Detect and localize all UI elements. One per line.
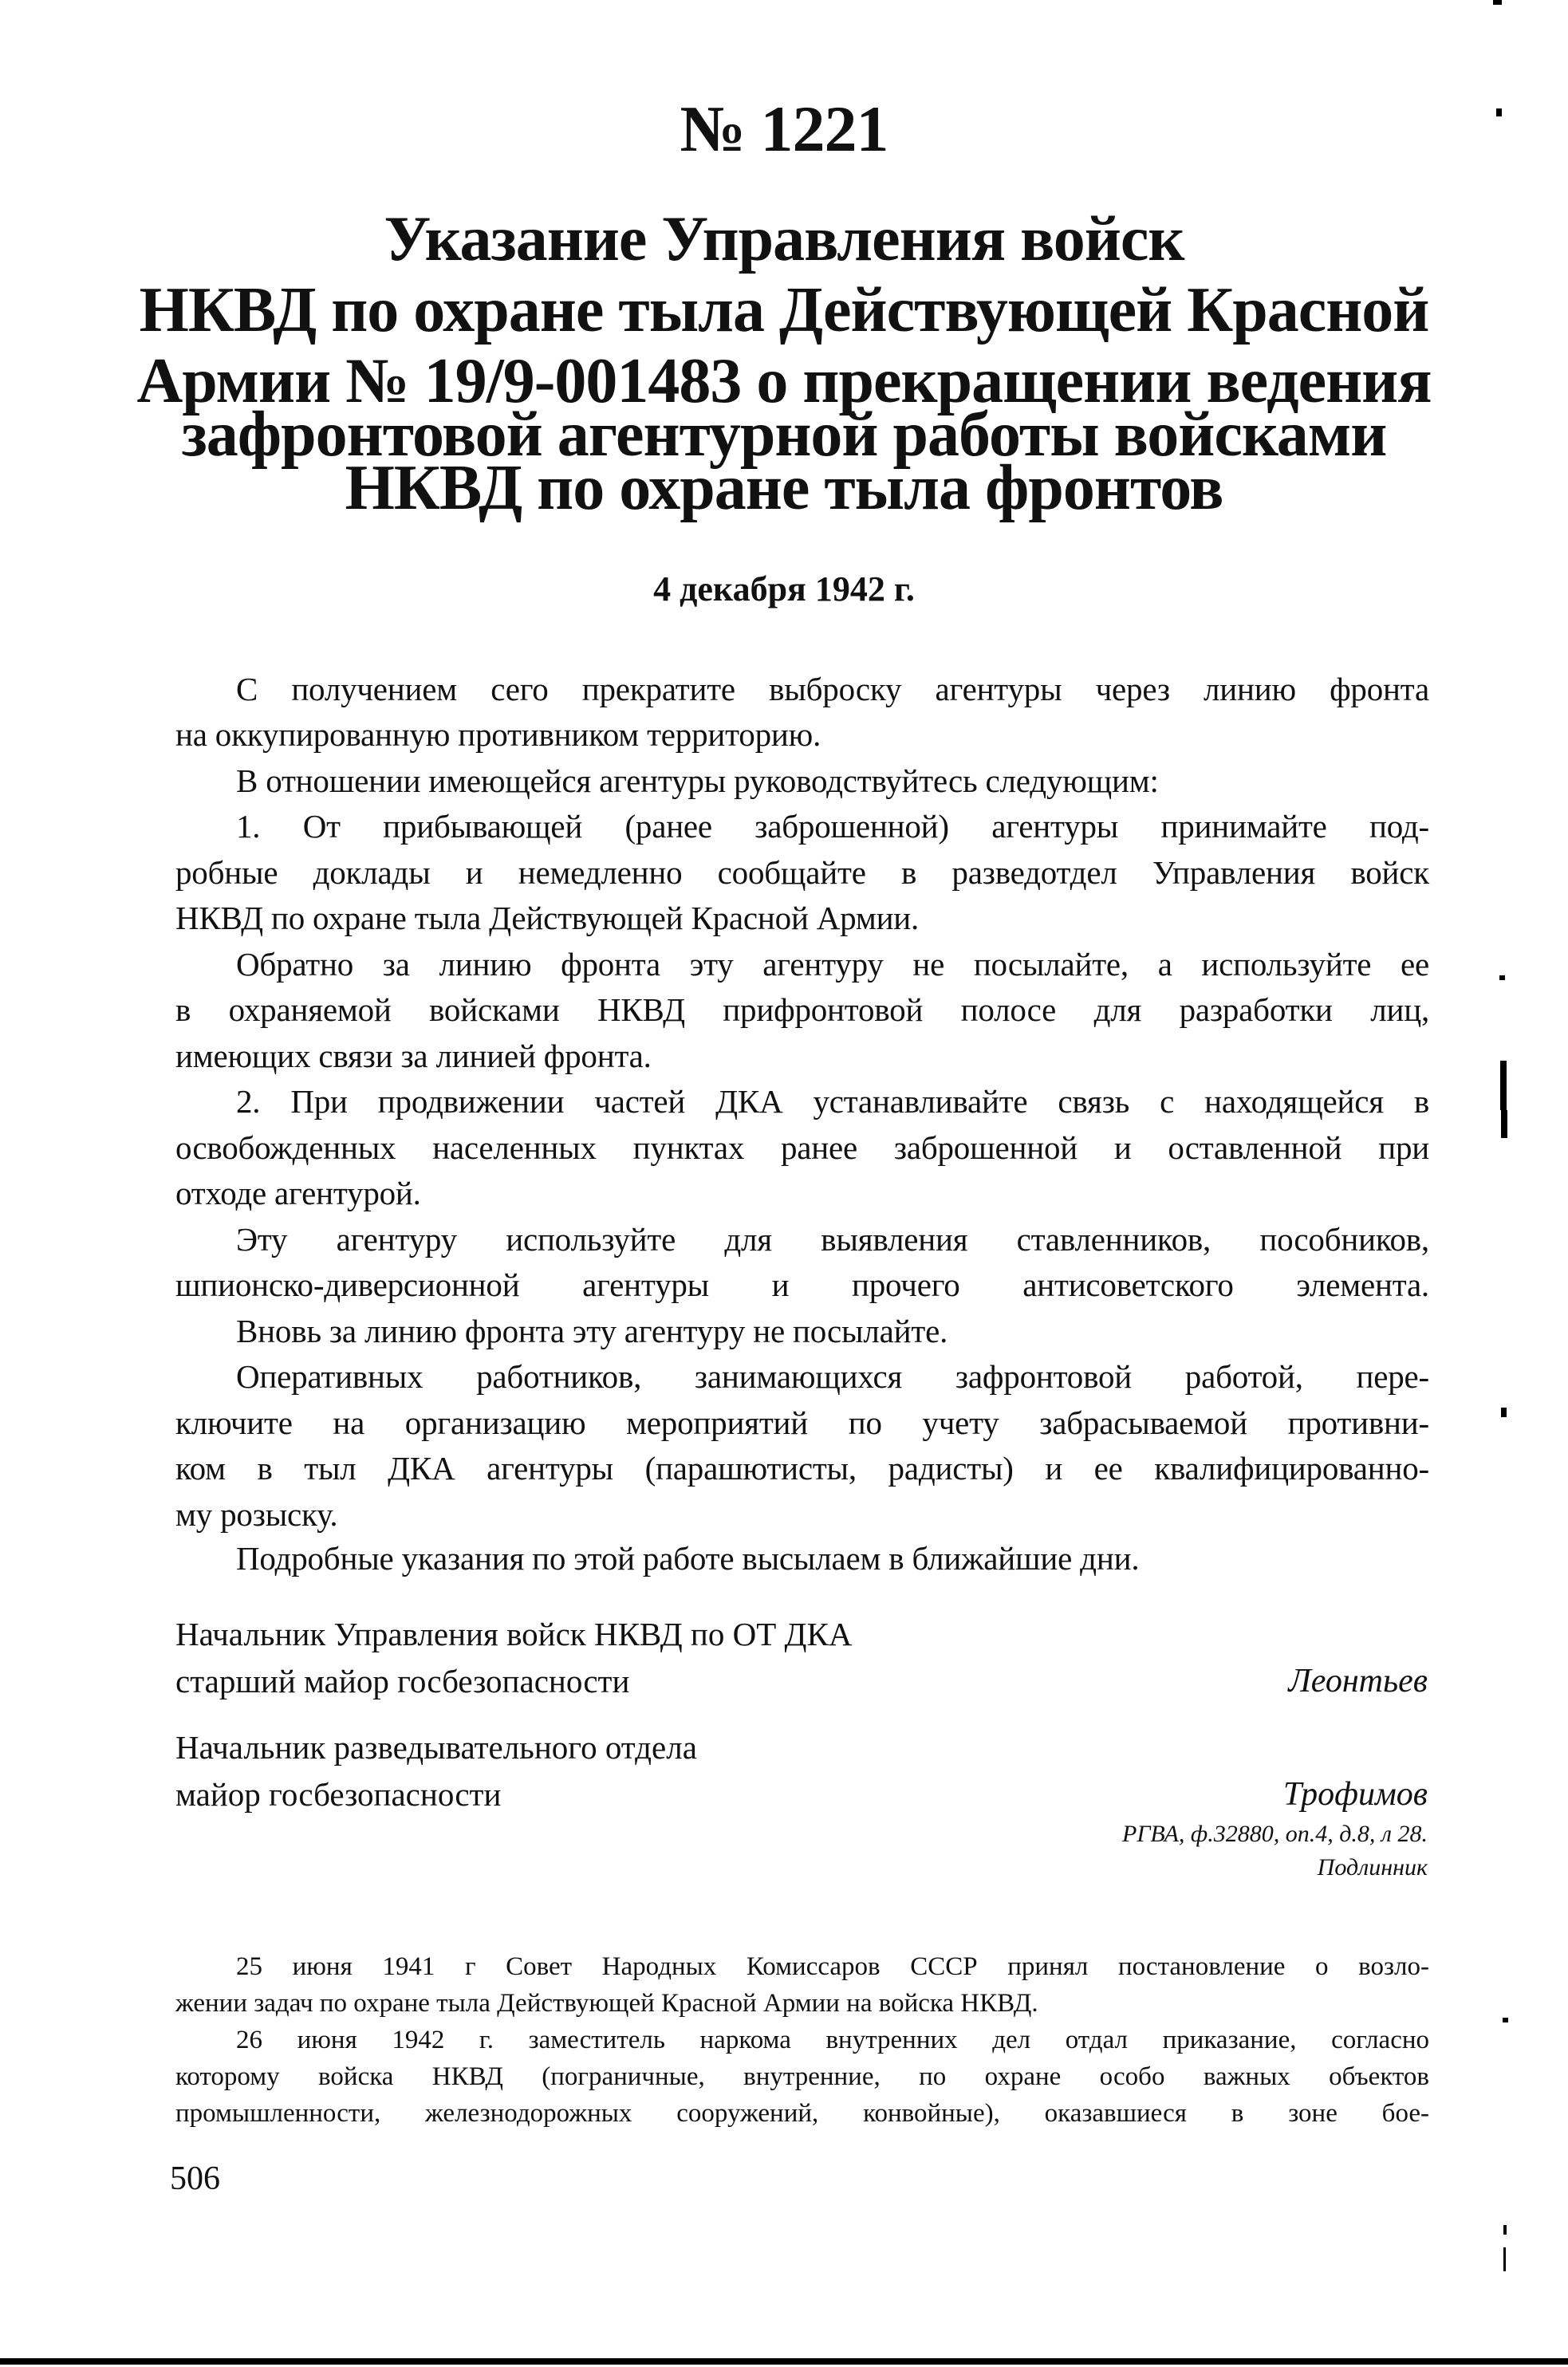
signature-rank: старший майор госбезопасности [175, 1663, 630, 1699]
signature-position: Начальник разведывательного отдела [175, 1729, 697, 1766]
body-line: шпионско-диверсионной агентуры и прочего антисоветского элемента. [175, 1266, 1429, 1303]
body-line: в охраняемой войсками НКВД прифронтовой полосе для разработки лиц, [175, 991, 1429, 1028]
footnote-line: 26 июня 1942 г. заместитель наркома внутренних дел отдал приказание, согласно [236, 2026, 1429, 2054]
body-line: Оперативных работников, занимающихся зафронтовой работой, пере- [236, 1358, 1429, 1395]
page-bottom-edge [0, 2358, 1568, 2365]
body-line: С получением сего прекратите выброску агентуры через линию фронта [236, 671, 1429, 707]
document-title-line-1: Указание Управления войск [384, 204, 1184, 274]
document-type: Подлинник [1317, 1854, 1428, 1881]
footnote-line: промышленности, железнодорожных сооружений, конвойные), оказавшиеся в зоне бое- [175, 2099, 1429, 2128]
body-line: робные доклады и немедленно сообщайте в разведотдел Управления войск [175, 854, 1429, 891]
body-line: отходе агентурой. [175, 1175, 421, 1211]
body-line: освобожденных населенных пунктах ранее заброшенной и оставленной при [175, 1129, 1429, 1166]
body-line: му розыску. [175, 1496, 338, 1533]
footnote-line: жении задач по охране тыла Действующей Красной Армии на войска НКВД. [175, 1989, 1038, 2018]
scan-mark [1503, 2225, 1507, 2235]
body-line: Обратно за линию фронта эту агентуру не посылайте, а используйте ее [236, 946, 1429, 983]
body-line: 2. При продвижении частей ДКА устанавливайте связь с находящейся в [236, 1083, 1429, 1120]
signature-rank: майор госбезопасности [175, 1776, 502, 1813]
archive-reference: РГВА, ф.32880, оп.4, д.8, л 28. [1122, 1821, 1428, 1847]
scan-mark [1501, 1408, 1507, 1417]
body-line: 1. От прибывающей (ранее заброшенной) агентуры принимайте под- [236, 808, 1429, 845]
document-title-line-3: Армии № 19/9-001483 о прекращении ведения [136, 346, 1432, 416]
body-line: Эту агентуру используйте для выявления ставленников, пособников, [236, 1221, 1429, 1258]
scan-mark [1493, 0, 1502, 5]
document-date: 4 декабря 1942 г. [653, 569, 915, 608]
body-line: В отношении имеющейся агентуры руководствуйтесь следующим: [236, 762, 1159, 799]
body-line: ком в тыл ДКА агентуры (парашютисты, радисты) и ее квалифицированно- [175, 1450, 1429, 1487]
signature-position: Начальник Управления войск НКВД по ОТ ДКА [175, 1616, 853, 1652]
body-line: имеющих связи за линией фронта. [175, 1038, 652, 1074]
scan-mark [1496, 108, 1502, 116]
document-title-line-2: НКВД по охране тыла Действующей Красной [139, 275, 1429, 345]
scan-mark [1503, 2247, 1506, 2271]
scan-mark [1499, 975, 1505, 980]
scan-mark [1500, 1061, 1507, 1110]
scan-mark [1501, 1124, 1507, 1134]
document-number: № 1221 [680, 93, 888, 165]
footnote-line: 25 июня 1941 г Совет Народных Комиссаров СССР принял постановление о возло- [236, 1952, 1429, 1981]
document-title-line-5: НКВД по охране тыла фронтов [345, 453, 1223, 523]
body-line: НКВД по охране тыла Действующей Красной Армии. [175, 900, 920, 936]
signature-name: Трофимов [1282, 1776, 1428, 1813]
page-number: 506 [170, 2160, 220, 2197]
body-line: на оккупированную противником территорию. [175, 716, 821, 753]
document-title-line-4: зафронтовой агентурной работы войсками [181, 400, 1387, 470]
body-line: ключите на организацию мероприятий по учету забрасываемой противни- [175, 1404, 1429, 1441]
body-line: Подробные указания по этой работе высылаем в ближайшие дни. [236, 1540, 1140, 1577]
scan-mark [1503, 2018, 1508, 2022]
signature-name: Леонтьев [1288, 1663, 1428, 1699]
body-line: Вновь за линию фронта эту агентуру не посылайте. [236, 1313, 948, 1349]
footnote-line: которому войска НКВД (пограничные, внутренние, по охране особо важных объектов [175, 2062, 1429, 2091]
